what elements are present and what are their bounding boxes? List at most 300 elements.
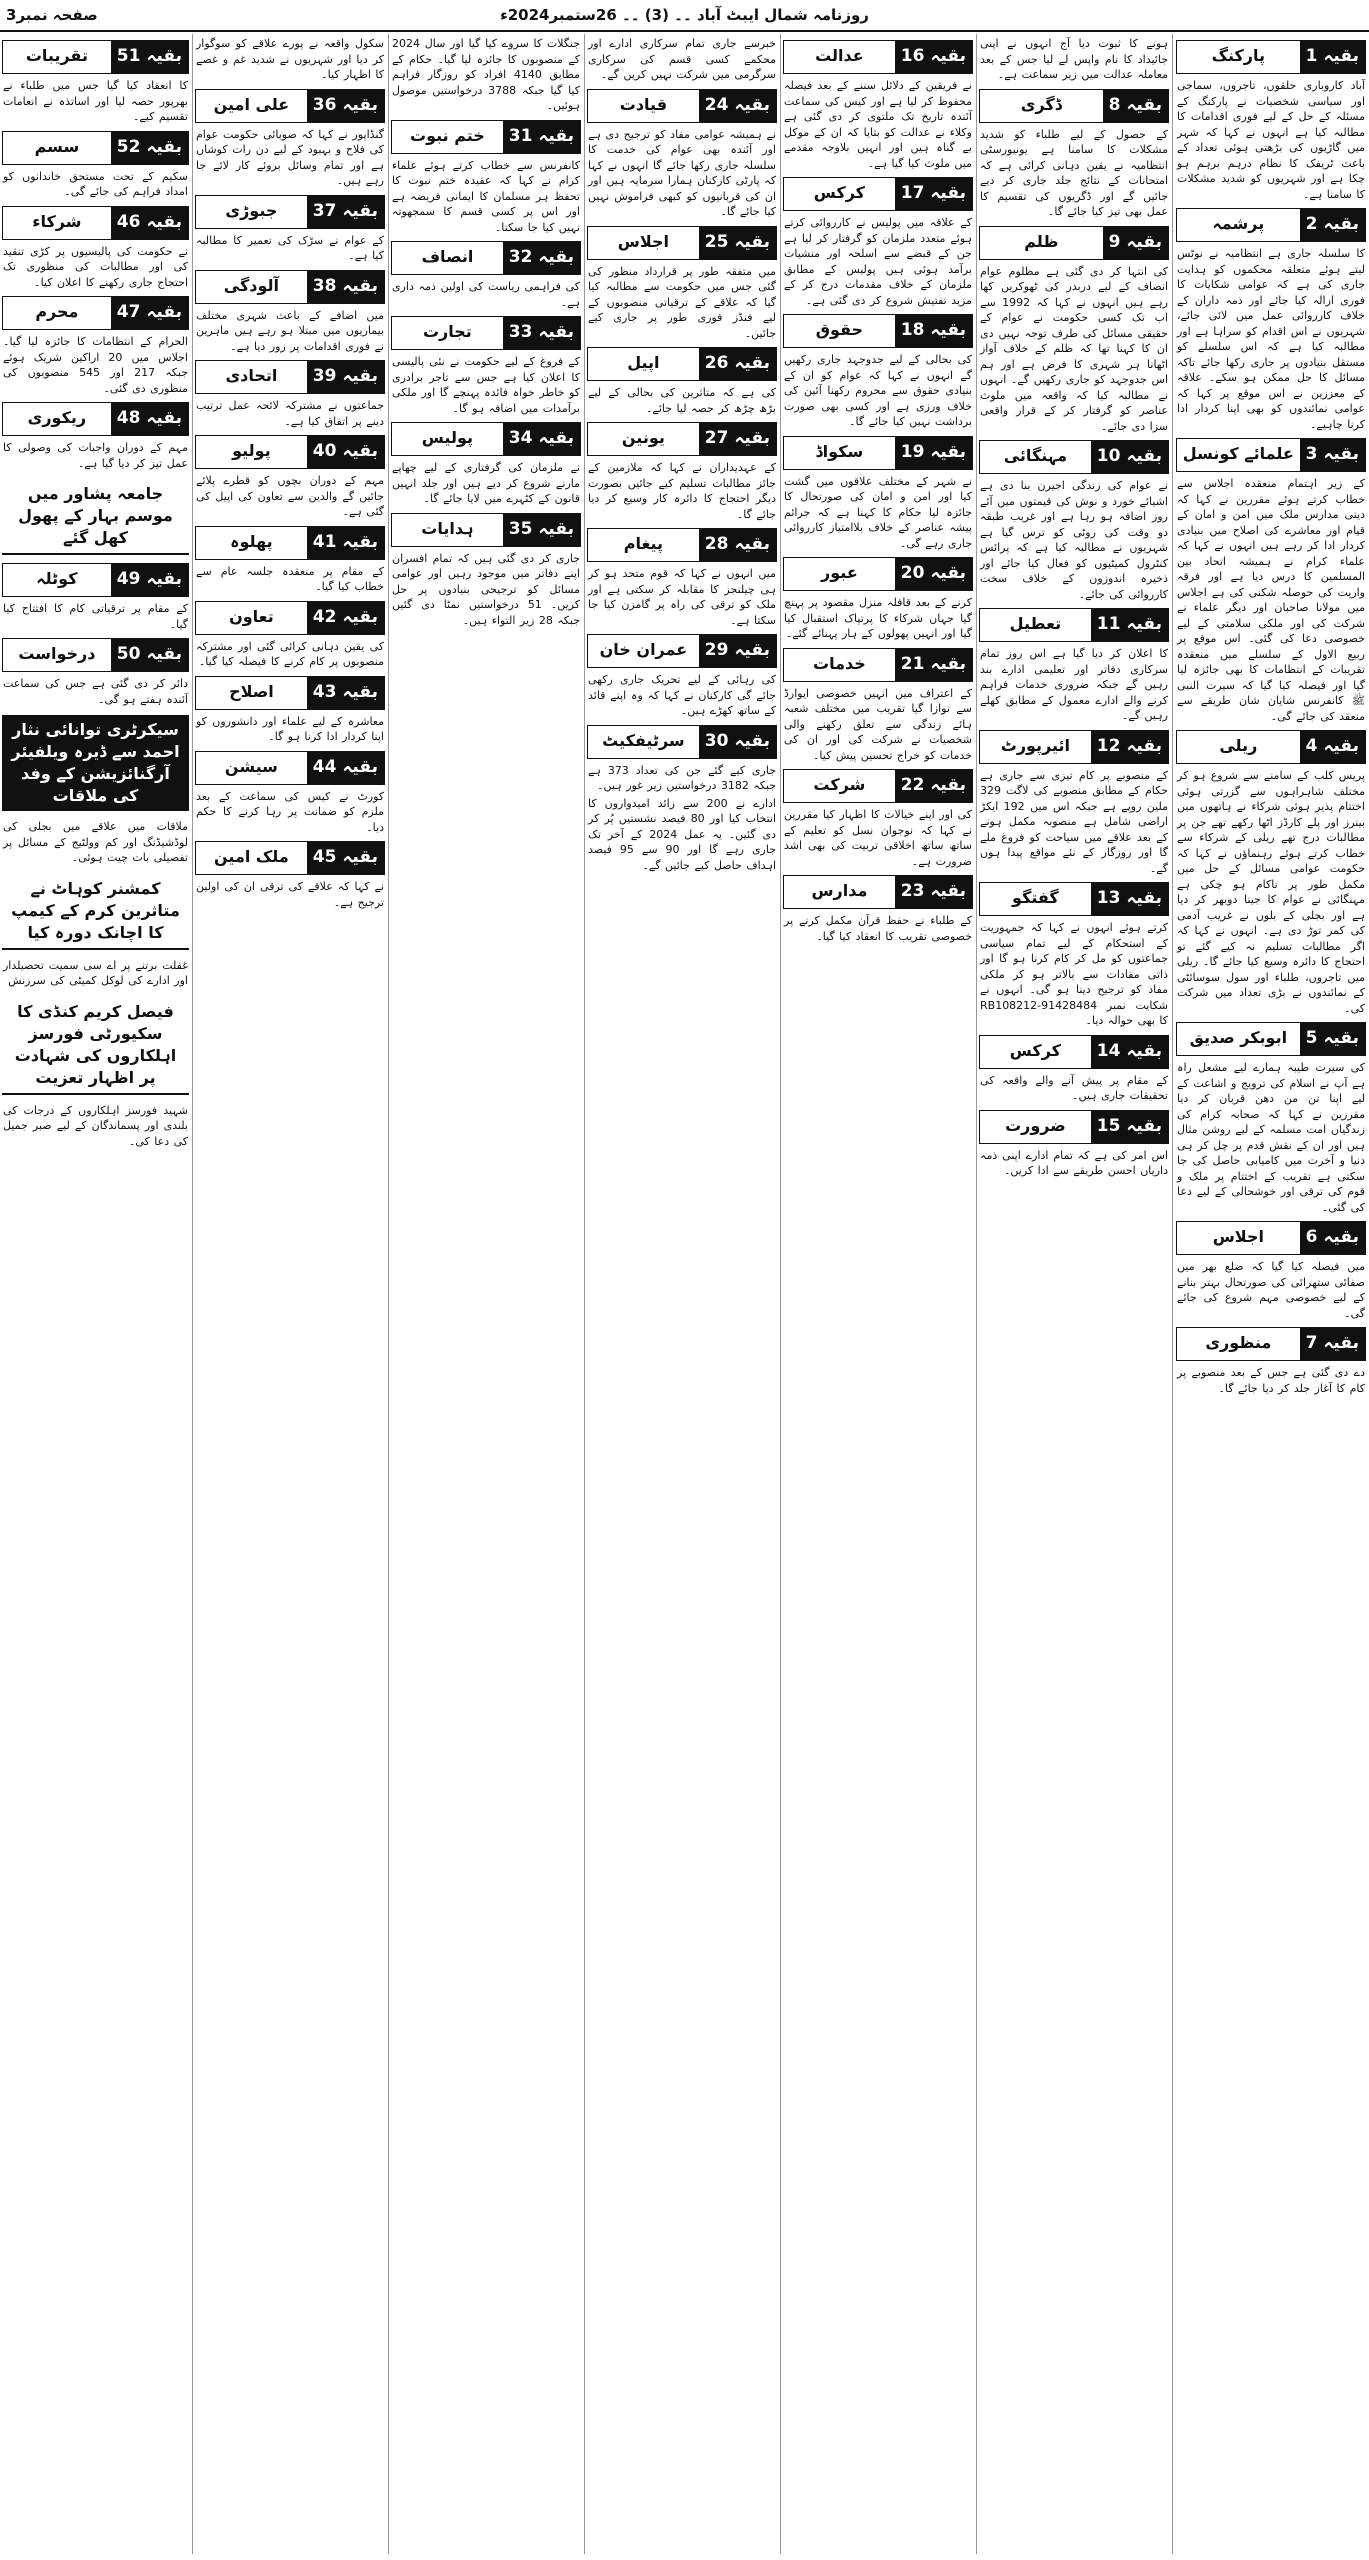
article-paragraph: نے حکومت کی پالیسیوں پر کڑی تنقید کی اور مطالبات کی منظوری تک احتجاج جاری رکھنے کا اعلان کیا۔ — [3, 244, 188, 289]
article-paragraph: کی ہے کہ متاثرین کی بحالی کے لیے بڑھ چڑھ کر حصہ لیا جائے۔ — [588, 386, 776, 415]
continuation-word: بقیہ — [342, 441, 378, 461]
continuation-word: بقیہ — [538, 125, 574, 146]
continuation-title: سیشن — [224, 756, 278, 776]
continuation-heading — [2, 296, 189, 330]
continuation-heading — [2, 40, 189, 74]
article-paragraph: میں فیصلہ کیا گیا کہ ضلع بھر میں صفائی ستھرائی کی صورتحال بہتر بنانے کے لیے خصوصی مہم شروع کی جائے گی۔ — [1177, 1260, 1365, 1320]
article-paragraph: کی سیرت طیبہ ہمارے لیے مشعل راہ ہے آپ نے اسلام کی ترویج و اشاعت کے لیے اپنا تن من دھن قربان کر دیا مقررین نے کہا کہ صحابہ کرام کی زندگیاں امت مسلمہ کے لیے روشن مثال ہیں اور ان کے نقش قدم پر چل کر ہی دنیا و آخرت میں کامیابی حاصل کی جا سکتی ہے تقریب کے اختتام پر ملک و قوم کی ترقی اور خوشحالی کے لیے دعا کی گئی۔ — [1177, 1061, 1365, 1214]
news-headline: جامعہ پشاور میں موسم بہار کے پھول کھل گئے — [2, 479, 189, 555]
continuation-title: ریلی — [1219, 736, 1258, 755]
article-paragraph: جاری کیے گئے جن کی تعداد 373 ہے جبکہ 3182 درخواستیں زیر غور ہیں۔ — [588, 763, 777, 792]
continuation-tag — [699, 227, 776, 259]
continuation-title: عمران خان — [599, 640, 688, 659]
continuation-title: اتحادی — [225, 366, 278, 385]
continuation-word: بقیہ — [930, 46, 966, 66]
continuation-number: 38 — [312, 275, 337, 296]
continuation-title: سکواڈ — [815, 441, 864, 461]
continuation-heading — [195, 360, 385, 394]
continuation-word: بقیہ — [930, 653, 966, 674]
continuation-number: 18 — [900, 320, 925, 340]
continuation-title: ضرورت — [1005, 1115, 1066, 1135]
continuation-word: بقیہ — [1323, 214, 1359, 234]
continuation-tag — [895, 315, 972, 347]
article-paragraph: غفلت برتنے پر اے سی سمیت تحصیلدار اور ادارے کی لوکل کمیٹی کی سرزنش — [3, 958, 188, 987]
article-paragraph: کانفرنس سے خطاب کرتے ہوئے علماء کرام نے کہا کہ عقیدہ ختم نبوت کا تحفظ ہر مسلمان کا ایمانی فریضہ ہے اور اس پر کسی قسم کا سمجھوتہ نہیں کیا جا سکتا۔ — [392, 158, 580, 234]
continuation-tag — [895, 649, 972, 681]
continuation-number: 19 — [900, 441, 925, 462]
article-paragraph: کے علاقہ میں پولیس نے کارروائی کرتے ہوئے متعدد ملزمان کو گرفتار کر لیا ہے جن کے قبضے سے اسلحہ اور منشیات برآمد ہوئی ہیں پولیس کے مطابق ملزمان کے خلاف مقدمات درج کر کے مزید تفتیش شروع کر دی گئی ہے۔ — [784, 216, 972, 307]
continuation-tag — [895, 178, 972, 210]
continuation-word: بقیہ — [1126, 735, 1162, 756]
article-paragraph: نے عوام کی زندگی اجیرن بنا دی ہے اشیائے خورد و نوش کی قیمتوں میں آئے روز اضافہ ہو رہا ہے اور غریب طبقہ دو وقت کی روٹی کو ترس گیا ہے شہریوں نے مطالبہ کیا ہے کہ پرائس کنٹرول کمیٹیوں کو فعال کیا جائے اور ذخیرہ اندوزوں کے خلاف سخت کارروائی کی جائے۔ — [980, 479, 1168, 601]
continuation-tag — [1300, 41, 1365, 73]
article-paragraph: شہید فورسز اہلکاروں کے درجات کی بلندی اور پسماندگان کے لیے صبر جمیل کی دعا کی۔ — [3, 1103, 188, 1148]
continuation-title: شرکاء — [32, 211, 82, 231]
continuation-title: یونین — [621, 428, 665, 447]
continuation-heading — [2, 638, 189, 672]
article-paragraph: نے ہمیشہ عوامی مفاد کو ترجیح دی ہے اور آئندہ بھی عوام کی خدمت کا سلسلہ جاری رکھا جائے گا انہوں نے کہا کہ پارٹی کارکنان ہمارا سرمایہ ہیں اور ان کی قربانیوں کو کبھی فراموش نہیں کیا جائے گا۔ — [588, 127, 776, 218]
continuation-title: جبوڑی — [225, 200, 278, 220]
article-paragraph: الحرام کے انتظامات کا جائزہ لیا گیا۔ اجلاس میں 20 اراکین شریک ہوئے جبکہ 217 اور 545 منصوبوں کی منظوری دی گئی۔ — [3, 335, 188, 395]
continuation-tag — [1091, 1111, 1168, 1143]
continuation-word: بقیہ — [342, 606, 378, 627]
continuation-number: 48 — [116, 408, 141, 428]
continuation-heading — [391, 316, 581, 350]
continuation-number: 52 — [116, 136, 141, 157]
article-paragraph: کے عوام نے سڑک کی تعمیر کا مطالبہ کیا ہے۔ — [196, 233, 384, 262]
continuation-word: بقیہ — [146, 408, 182, 428]
continuation-number: 44 — [312, 756, 337, 777]
continuation-number: 31 — [508, 125, 533, 146]
continuation-word: بقیہ — [930, 183, 966, 203]
continuation-title: پھلوہ — [230, 531, 273, 551]
article-paragraph: اس امر کی ہے کہ تمام ادارے اپنی ذمہ داریاں احسن طریقے سے ادا کریں۔ — [980, 1148, 1168, 1177]
continuation-title: کرکس — [1009, 1040, 1061, 1060]
continuation-heading — [195, 601, 385, 635]
continuation-tag — [111, 403, 188, 435]
continuation-tag — [895, 558, 972, 590]
continuation-tag — [699, 90, 776, 122]
continuation-tag — [503, 317, 580, 349]
article-paragraph: کا اعلان کر دیا گیا ہے اس روز تمام سرکاری دفاتر اور تعلیمی ادارے بند رہیں گے جبکہ ضروری خدمات فراہم کرنے والے ادارے معمول کے مطابق کھلے رہیں گے۔ — [980, 647, 1168, 722]
article-paragraph: کے فروغ کے لیے حکومت نے نئی پالیسی کا اعلان کیا ہے جس سے تاجر برادری کو خاطر خواہ فائدہ پہنچے گا اور ملکی برآمدات میں اضافہ ہو گا۔ — [392, 355, 580, 415]
continuation-number: 5 — [1305, 1028, 1318, 1048]
article-paragraph: کی بحالی کے لیے جدوجہد جاری رکھیں گے انہوں نے کہا کہ عوام کو ان کے بنیادی حقوق سے محروم رکھنا آئین کی خلاف ورزی ہے اور کسی بھی صورت برداشت نہیں کیا جائے گا۔ — [784, 353, 972, 428]
article-paragraph: کی اور اپنے خیالات کا اظہار کیا مقررین نے کہا کہ نوجوان نسل کو تعلیم کے ساتھ ساتھ اخلاقی تربیت کی بھی اشد ضرورت ہے۔ — [784, 808, 972, 868]
continuation-tag — [503, 121, 580, 153]
continuation-heading — [1176, 1221, 1366, 1255]
continuation-heading — [1176, 438, 1366, 472]
continuation-word: بقیہ — [734, 640, 770, 660]
news-headline: کمشنر کوہاٹ نے متاثرین کرم کے کیمپ کا اچانک دورہ کیا — [2, 874, 189, 950]
continuation-title: آلودگی — [223, 275, 280, 295]
article-paragraph: کے حصول کے لیے طلباء کو شدید مشکلات کا سامنا ہے یونیورسٹی انتظامیہ نے یقین دہانی کرائی ہے کہ امتحانات کے نتائج جلد جاری کر دیے جائیں گے اور ڈگریوں کی تقسیم کا عمل بھی تیز کیا جائے گا۔ — [980, 127, 1168, 218]
article-paragraph: سکول واقعہ نے پورے علاقے کو سوگوار کر دیا اور شہریوں نے شدید غم و غصے کا اظہار کیا۔ — [196, 37, 384, 81]
continuation-number: 10 — [1096, 446, 1121, 466]
continuation-title: گفتگو — [1012, 888, 1059, 907]
continuation-number: 21 — [900, 653, 925, 674]
continuation-tag — [111, 41, 188, 73]
continuation-word: بقیہ — [342, 366, 378, 386]
continuation-number: 8 — [1108, 94, 1121, 115]
continuation-number: 42 — [312, 606, 337, 627]
continuation-heading — [979, 1035, 1169, 1069]
continuation-heading — [783, 314, 973, 348]
continuation-number: 14 — [1096, 1040, 1121, 1061]
article-paragraph: معاشرہ کے لیے علماء اور دانشوروں کو اپنا کردار ادا کرنا ہو گا۔ — [196, 714, 384, 743]
continuation-word: بقیہ — [538, 518, 574, 539]
continuation-heading — [587, 422, 777, 456]
article-paragraph: ہونے کا ثبوت دیا آج انہوں نے اپنی جائیداد کا نام واپس لے لیا جس کے بعد معاملہ عدالت میں زیر سماعت ہے۔ — [980, 37, 1168, 81]
article-paragraph: میں انہوں نے کہا کہ قوم متحد ہو کر ہی چیلنجز کا مقابلہ کر سکتی ہے اور ملک کو ترقی کی راہ پر گامزن کیا جا سکتا ہے۔ — [588, 567, 776, 627]
article-paragraph: جاری کر دی گئی ہیں کہ تمام افسران اپنے دفاتر میں موجود رہیں اور عوامی مسائل کو ترجیحی بنیادوں پر حل کریں۔ 51 درخواستیں نمٹا دی گئیں جبکہ 28 زیر التواء ہیں۔ — [392, 551, 580, 627]
continuation-title: اپیل — [627, 353, 660, 372]
continuation-tag — [1091, 609, 1168, 641]
continuation-word: بقیہ — [930, 881, 966, 901]
article-paragraph: کی رہائی کے لیے تحریک جاری رکھی جائے گی کارکنان نے کہا کہ وہ اپنے قائد کے ساتھ کھڑے ہیں۔ — [588, 673, 776, 717]
continuation-tag — [111, 132, 188, 164]
continuation-tag — [895, 437, 972, 469]
continuation-heading — [2, 206, 189, 240]
continuation-title: تعاون — [229, 606, 274, 626]
continuation-heading — [2, 563, 189, 597]
continuation-number: 20 — [900, 563, 925, 583]
article-paragraph: دائر کر دی گئی ہے جس کی سماعت آئندہ ہفتے ہو گی۔ — [3, 677, 188, 706]
continuation-word: بقیہ — [734, 94, 770, 115]
article-paragraph: گنڈاپور نے کہا کہ صوبائی حکومت عوام کی فلاح و بہبود کے لیے دن رات کوشاں ہے اور تمام وسائل بروئے کار لائے جا رہے ہیں۔ — [196, 127, 384, 187]
continuation-heading — [391, 422, 581, 456]
continuation-word: بقیہ — [1323, 1227, 1359, 1247]
continuation-heading — [587, 347, 777, 381]
continuation-heading — [979, 1110, 1169, 1144]
continuation-number: 15 — [1096, 1115, 1121, 1136]
continuation-heading — [979, 226, 1169, 260]
continuation-number: 43 — [312, 681, 337, 702]
article-paragraph: جماعتوں نے مشترکہ لائحہ عمل ترتیب دینے پر اتفاق کیا ہے۔ — [196, 399, 384, 428]
continuation-title: مدارس — [811, 881, 868, 900]
continuation-tag — [1300, 731, 1365, 763]
continuation-title: عدالت — [815, 46, 864, 65]
article-paragraph: نے فریقین کے دلائل سننے کے بعد فیصلہ محفوظ کر لیا ہے اور کیس کی سماعت آئندہ تاریخ تک ملتوی کر دی گئی ہے وکلاء نے عدالت کو بتایا کہ ان کے موکل بے گناہ ہیں اور انہیں بلاوجہ مقدمے میں ملوث کیا گیا ہے۔ — [784, 79, 972, 170]
continuation-tag — [1300, 1023, 1365, 1055]
continuation-tag — [699, 348, 776, 380]
continuation-title: ڈگری — [1020, 94, 1062, 114]
continuation-title: ریکوری — [27, 408, 87, 427]
continuation-title: عبور — [821, 563, 858, 582]
continuation-heading — [783, 648, 973, 682]
continuation-heading — [2, 402, 189, 436]
continuation-number: 9 — [1108, 231, 1121, 252]
article-paragraph: کرتے ہوئے انہوں نے کہا کہ جمہوریت کے استحکام کے لیے تمام سیاسی جماعتوں کو مل کر کام کرنا ہو گا اور ذاتی مفادات سے بالاتر ہو کر ملکی مفاد کو ترجیح دینا ہو گی۔ انہوں نے شکایت نمبر RB108212-91428484 کا بھی حوالہ دیا۔ — [980, 921, 1168, 1027]
continuation-title: درخواست — [18, 644, 96, 663]
continuation-tag — [1091, 731, 1168, 763]
continuation-title: سرٹیفکیٹ — [602, 730, 685, 750]
article-paragraph: دے دی گئی ہے جس کے بعد منصوبے پر کام کا آغاز جلد کر دیا جائے گا۔ — [1177, 1366, 1365, 1395]
columns-area — [0, 34, 1369, 2554]
continuation-heading — [195, 89, 385, 123]
continuation-heading — [195, 751, 385, 785]
continuation-word: بقیہ — [538, 428, 574, 448]
masthead-date: روزنامہ شمال ایبٹ آباد ۔۔ (3) ۔۔ 26ستمبر2024ء — [500, 6, 869, 24]
article-paragraph: مہم کے دوران واجبات کی وصولی کا عمل تیز کر دیا گیا ہے۔ — [3, 441, 188, 470]
continuation-number: 26 — [704, 353, 729, 373]
continuation-title: پولیس — [421, 428, 473, 447]
article-paragraph: میں متفقہ طور پر قرارداد منظور کی گئی جس میں حکومت سے مطالبہ کیا گیا کہ علاقے کے ترقیاتی منصوبوں کے لیے فنڈز فوری طور پر جاری کیے جائیں۔ — [588, 264, 776, 340]
column-1 — [1173, 34, 1369, 2554]
continuation-tag — [307, 271, 384, 303]
continuation-number: 4 — [1305, 736, 1318, 756]
continuation-title: کرکس — [813, 183, 865, 202]
continuation-title: تجارت — [422, 322, 472, 341]
continuation-heading — [783, 436, 973, 470]
continuation-title: حقوق — [815, 320, 864, 339]
article-paragraph: کے اعتراف میں انہیں خصوصی ایوارڈ سے نوازا گیا تقریب میں مختلف شعبہ ہائے زندگی سے تعلق رکھنے والی شخصیات نے شرکت کی اور ان کی خدمات کو خراج تحسین پیش کیا۔ — [784, 686, 972, 762]
column-2 — [976, 34, 1173, 2554]
continuation-tag — [1091, 1036, 1168, 1068]
continuation-heading — [587, 226, 777, 260]
continuation-word: بقیہ — [1323, 1333, 1359, 1353]
continuation-tag — [1103, 227, 1168, 259]
continuation-title: خدمات — [813, 653, 866, 673]
continuation-number: 51 — [116, 46, 141, 66]
continuation-number: 34 — [508, 428, 533, 448]
continuation-number: 3 — [1305, 444, 1318, 464]
continuation-title: تعطیل — [1009, 614, 1062, 633]
article-paragraph: کورٹ نے کیس کی سماعت کے بعد ملزم کو ضمانت پر رہا کرنے کا حکم دیا۔ — [196, 789, 384, 834]
continuation-word: بقیہ — [342, 681, 378, 702]
continuation-tag — [1091, 883, 1168, 915]
continuation-number: 27 — [704, 428, 729, 448]
article-paragraph: کرنے کے بعد قافلہ منزل مقصود پر پہنچ گیا جہاں شرکاء کا پرتپاک استقبال کیا گیا اور انہیں پھولوں کے ہار پہنائے گئے۔ — [784, 596, 972, 640]
continuation-heading — [979, 440, 1169, 474]
continuation-number: 29 — [704, 640, 729, 660]
continuation-tag — [111, 564, 188, 596]
article-paragraph: سکیم کے تحت مستحق خاندانوں کو امداد فراہم کی جائے گی۔ — [3, 169, 188, 198]
continuation-word: بقیہ — [342, 275, 378, 296]
continuation-tag — [895, 41, 972, 73]
masthead-bar — [0, 0, 1369, 32]
continuation-heading — [391, 241, 581, 275]
continuation-heading — [783, 177, 973, 211]
continuation-title: شرکت — [813, 775, 866, 794]
continuation-tag — [111, 297, 188, 329]
continuation-word: بقیہ — [146, 46, 182, 66]
continuation-title: ختم نبوت — [409, 125, 485, 145]
continuation-word: بقیہ — [1126, 231, 1162, 252]
continuation-number: 11 — [1096, 614, 1121, 634]
continuation-tag — [503, 514, 580, 546]
continuation-heading — [195, 676, 385, 710]
continuation-word: بقیہ — [342, 200, 378, 221]
continuation-heading — [783, 557, 973, 591]
continuation-number: 6 — [1305, 1227, 1318, 1247]
continuation-heading — [587, 89, 777, 123]
article-paragraph: کے زیر اہتمام منعقدہ اجلاس سے خطاب کرتے ہوئے مقررین نے کہا کہ دینی مدارس ملک میں امن و امان کے قیام اور معاشرے کی اصلاح میں بنیادی کردار ادا کر رہے ہیں انہوں نے کہا کہ علماء کرام نے ہمیشہ اتحاد بین المسلمین کا درس دیا ہے اور فرقہ واریت کی حوصلہ شکنی کی ہے اجلاس میں مولانا صاحبان اور دیگر علماء نے شرکت کی اور ملکی سلامتی کے لیے خصوصی دعا کی گئی۔ اس موقع پر ربیع الاول کے سلسلے میں منعقدہ تقریبات کے انتظامات کا بھی جائزہ لیا گیا اور فیصلہ کیا گیا کہ سیرت النبی ﷺ کانفرنس شایان شان طریقے سے منعقد کی جائے گی۔ — [1177, 477, 1365, 723]
continuation-word: بقیہ — [342, 756, 378, 777]
continuation-heading — [587, 634, 777, 668]
continuation-number: 28 — [704, 534, 729, 554]
continuation-word: بقیہ — [1323, 1028, 1359, 1048]
continuation-word: بقیہ — [734, 730, 770, 751]
continuation-word: بقیہ — [1126, 446, 1162, 466]
news-headline: فیصل کریم کنڈی کا سکیورٹی فورسز اہلکاروں کی شہادت پر اظہار تعزیت — [2, 997, 189, 1095]
continuation-word: بقیہ — [1323, 46, 1359, 66]
article-paragraph: ملاقات میں علاقے میں بجلی کی لوڈشیڈنگ اور کم وولٹیج کے مسائل پر تفصیلی بات چیت ہوئی۔ — [3, 820, 188, 864]
continuation-word: بقیہ — [342, 94, 378, 115]
continuation-heading — [1176, 208, 1366, 242]
continuation-number: 16 — [900, 46, 925, 66]
article-paragraph: نے شہر کے مختلف علاقوں میں گشت کیا اور امن و امان کی صورتحال کا جائزہ لیا حکام کا کہنا ہے کہ جرائم پیشہ عناصر کے خلاف بلاامتیاز کارروائی جاری رہے گی۔ — [784, 474, 972, 550]
article-paragraph: میں اضافے کے باعث شہری مختلف بیماریوں میں مبتلا ہو رہے ہیں ماہرین نے فوری اقدامات پر زور دیا ہے۔ — [196, 308, 384, 353]
column-5 — [388, 34, 585, 2554]
continuation-tag — [1300, 1328, 1365, 1360]
continuation-heading — [195, 841, 385, 875]
article-paragraph: نے ملزمان کی گرفتاری کے لیے چھاپے مارنے شروع کر دیے ہیں اور جلد انہیں قانون کے کٹہرے میں لایا جائے گا۔ — [392, 461, 580, 505]
continuation-word: بقیہ — [930, 441, 966, 462]
continuation-number: 32 — [508, 247, 533, 267]
continuation-number: 1 — [1305, 46, 1318, 66]
continuation-heading — [391, 120, 581, 154]
continuation-heading — [195, 526, 385, 560]
column-3 — [780, 34, 977, 2554]
continuation-word: بقیہ — [734, 428, 770, 448]
continuation-title: اجلاس — [1212, 1227, 1264, 1246]
article-paragraph: پریس کلب کے سامنے سے شروع ہو کر مختلف شاہراہوں سے گزرتی ہوئی اختتام پذیر ہوئی شرکاء نے ہاتھوں میں بینرز اور پلے کارڈز اٹھا رکھے تھے جن پر مطالبات درج تھے ریلی کے شرکاء سے خطاب کرتے ہوئے رہنماؤں نے کہا کہ حکومت عوامی مسائل کے حل میں مکمل طور پر ناکام ہو چکی ہے مہنگائی نے عوام کا جینا دوبھر کر دیا ہے اور بجلی کے بلوں نے غریب آدمی کی کمر توڑ دی ہے۔ انہوں نے کہا کہ اگر مطالبات تسلیم نہ کیے گئے تو احتجاج کا دائرہ وسیع کیا جائے گا۔ ریلی میں تاجروں، طلباء اور سول سوسائٹی کے نمائندوں نے بڑی تعداد میں شرکت کی۔ — [1177, 769, 1365, 1015]
article-paragraph: کے عہدیداران نے کہا کہ ملازمین کے جائز مطالبات تسلیم کیے جائیں بصورت دیگر احتجاج کا دائرہ کار وسیع کر دیا جائے گا۔ — [588, 461, 776, 521]
article-paragraph: کے مقام پر پیش آنے والے واقعہ کی تحقیقات جاری ہیں۔ — [980, 1073, 1168, 1102]
continuation-word: بقیہ — [734, 534, 770, 554]
continuation-word: بقیہ — [930, 320, 966, 340]
continuation-tag — [111, 207, 188, 239]
continuation-heading — [783, 875, 973, 909]
article-paragraph: خبرسے جاری تمام سرکاری ادارے اور محکمے کسی قسم کی سرکاری سرگرمی میں شرکت نہیں کریں گے۔ — [588, 37, 776, 81]
continuation-word: بقیہ — [1126, 614, 1162, 634]
continuation-tag — [895, 770, 972, 802]
continuation-tag — [307, 842, 384, 874]
continuation-title: محرم — [35, 302, 79, 321]
continuation-title: ابوبکر صدیق — [1189, 1028, 1288, 1047]
article-paragraph: نے کہا کہ علاقے کی ترقی ان کی اولین ترجیح ہے۔ — [196, 880, 384, 909]
continuation-tag — [1300, 209, 1365, 241]
continuation-word: بقیہ — [1126, 94, 1162, 115]
continuation-tag — [307, 361, 384, 393]
continuation-word: بقیہ — [342, 847, 378, 867]
continuation-word: بقیہ — [146, 569, 182, 589]
continuation-title: مہنگائی — [1003, 446, 1068, 465]
continuation-number: 46 — [116, 211, 141, 232]
continuation-number: 2 — [1305, 214, 1318, 234]
column-4 — [584, 34, 781, 2554]
continuation-word: بقیہ — [146, 644, 182, 664]
continuation-word: بقیہ — [1126, 1115, 1162, 1136]
continuation-tag — [307, 527, 384, 559]
column-6 — [192, 34, 389, 2554]
continuation-tag — [1091, 441, 1168, 473]
continuation-title: اجلاس — [617, 231, 670, 251]
continuation-heading — [979, 89, 1169, 123]
continuation-number: 49 — [116, 569, 141, 589]
continuation-title: پولیو — [232, 441, 271, 460]
continuation-tag — [307, 436, 384, 468]
continuation-number: 12 — [1096, 735, 1121, 756]
article-paragraph: کا انعقاد کیا گیا جس میں طلباء نے بھرپور حصہ لیا اور اساتذہ نے انعامات تقسیم کیے۔ — [3, 79, 188, 123]
continuation-word: بقیہ — [342, 531, 378, 552]
continuation-word: بقیہ — [734, 231, 770, 252]
continuation-word: بقیہ — [538, 247, 574, 267]
continuation-tag — [699, 726, 776, 758]
continuation-title: سسم — [34, 136, 80, 156]
continuation-word: بقیہ — [734, 353, 770, 373]
continuation-tag — [307, 677, 384, 709]
continuation-title: علمائے کونسل — [1182, 444, 1294, 463]
continuation-heading — [195, 195, 385, 229]
column-7 — [0, 34, 193, 2554]
continuation-title: ہدایات — [421, 518, 474, 538]
continuation-heading — [1176, 1327, 1366, 1361]
continuation-tag — [699, 635, 776, 667]
continuation-heading — [783, 40, 973, 74]
continuation-heading — [979, 730, 1169, 764]
continuation-tag — [1300, 1222, 1365, 1254]
continuation-number: 37 — [312, 200, 337, 221]
continuation-heading — [2, 131, 189, 165]
article-paragraph: آباد کاروباری حلقوں، تاجروں، سماجی اور سیاسی شخصیات نے پارکنگ کے مسئلہ کے حل کے لیے فوری اقدامات کا مطالبہ کیا ہے انہوں نے کہا کہ شہر میں گاڑیوں کی بڑھتی ہوئی تعداد کے باعث ٹریفک کا نظام درہم برہم ہو چکا ہے اور شہریوں کو شدید مشکلات کا سامنا ہے۔ — [1177, 79, 1365, 201]
continuation-title: ائیرپورٹ — [1000, 735, 1071, 755]
continuation-word: بقیہ — [1126, 888, 1162, 908]
continuation-number: 36 — [312, 94, 337, 115]
continuation-number: 24 — [704, 94, 729, 115]
continuation-word: بقیہ — [538, 322, 574, 342]
continuation-heading — [195, 435, 385, 469]
continuation-word: بقیہ — [1323, 444, 1359, 464]
continuation-tag — [1103, 90, 1168, 122]
continuation-heading — [587, 528, 777, 562]
continuation-tag — [307, 196, 384, 228]
continuation-word: بقیہ — [146, 302, 182, 322]
continuation-heading — [195, 270, 385, 304]
continuation-number: 30 — [704, 730, 729, 751]
continuation-word: بقیہ — [1126, 1040, 1162, 1061]
continuation-tag — [503, 423, 580, 455]
continuation-number: 40 — [312, 441, 337, 461]
continuation-number: 22 — [900, 775, 925, 795]
continuation-tag — [503, 242, 580, 274]
continuation-title: پارکنگ — [1211, 46, 1266, 65]
article-paragraph: کی فراہمی ریاست کی اولین ذمہ داری ہے۔ — [392, 280, 580, 309]
continuation-heading — [783, 769, 973, 803]
continuation-number: 13 — [1096, 888, 1121, 908]
continuation-title: علی امین — [213, 94, 290, 114]
continuation-word: بقیہ — [146, 211, 182, 232]
continuation-number: 33 — [508, 322, 533, 342]
continuation-tag — [699, 529, 776, 561]
continuation-tag — [307, 752, 384, 784]
continuation-number: 45 — [312, 847, 337, 867]
article-paragraph: کا سلسلہ جاری ہے انتظامیہ نے نوٹس لیتے ہوئے متعلقہ محکموں کو ہدایت جاری کی ہے کہ عوامی شکایات کا فوری ازالہ کیا جائے اور ذمہ داران کے خلاف کارروائی عمل میں لائی جائے، شہریوں نے اس اقدام کو سراہا ہے اور مطالبہ کیا ہے کہ اس سلسلے کو مستقل بنیادوں پر جاری رکھا جائے تاکہ مسائل کا حل ممکن ہو سکے۔ علاقہ کے معززین نے اس موقع پر کہا کہ عوامی نمائندوں کو بھی اپنا کردار ادا کرنا چاہیے۔ — [1177, 247, 1365, 431]
continuation-tag — [699, 423, 776, 455]
continuation-heading — [1176, 730, 1366, 764]
continuation-number: 23 — [900, 881, 925, 901]
continuation-word: بقیہ — [146, 136, 182, 157]
continuation-number: 7 — [1305, 1333, 1318, 1353]
continuation-heading — [979, 608, 1169, 642]
continuation-title: انصاف — [421, 247, 474, 266]
continuation-title: اصلاح — [229, 681, 274, 701]
continuation-number: 41 — [312, 531, 337, 552]
continuation-word: بقیہ — [930, 563, 966, 583]
news-headline: سیکرٹری توانائی نثار احمد سے ڈیرہ ویلفیئر آرگنائزیشن کے وفد کی ملاقات — [2, 715, 189, 811]
continuation-heading — [979, 882, 1169, 916]
